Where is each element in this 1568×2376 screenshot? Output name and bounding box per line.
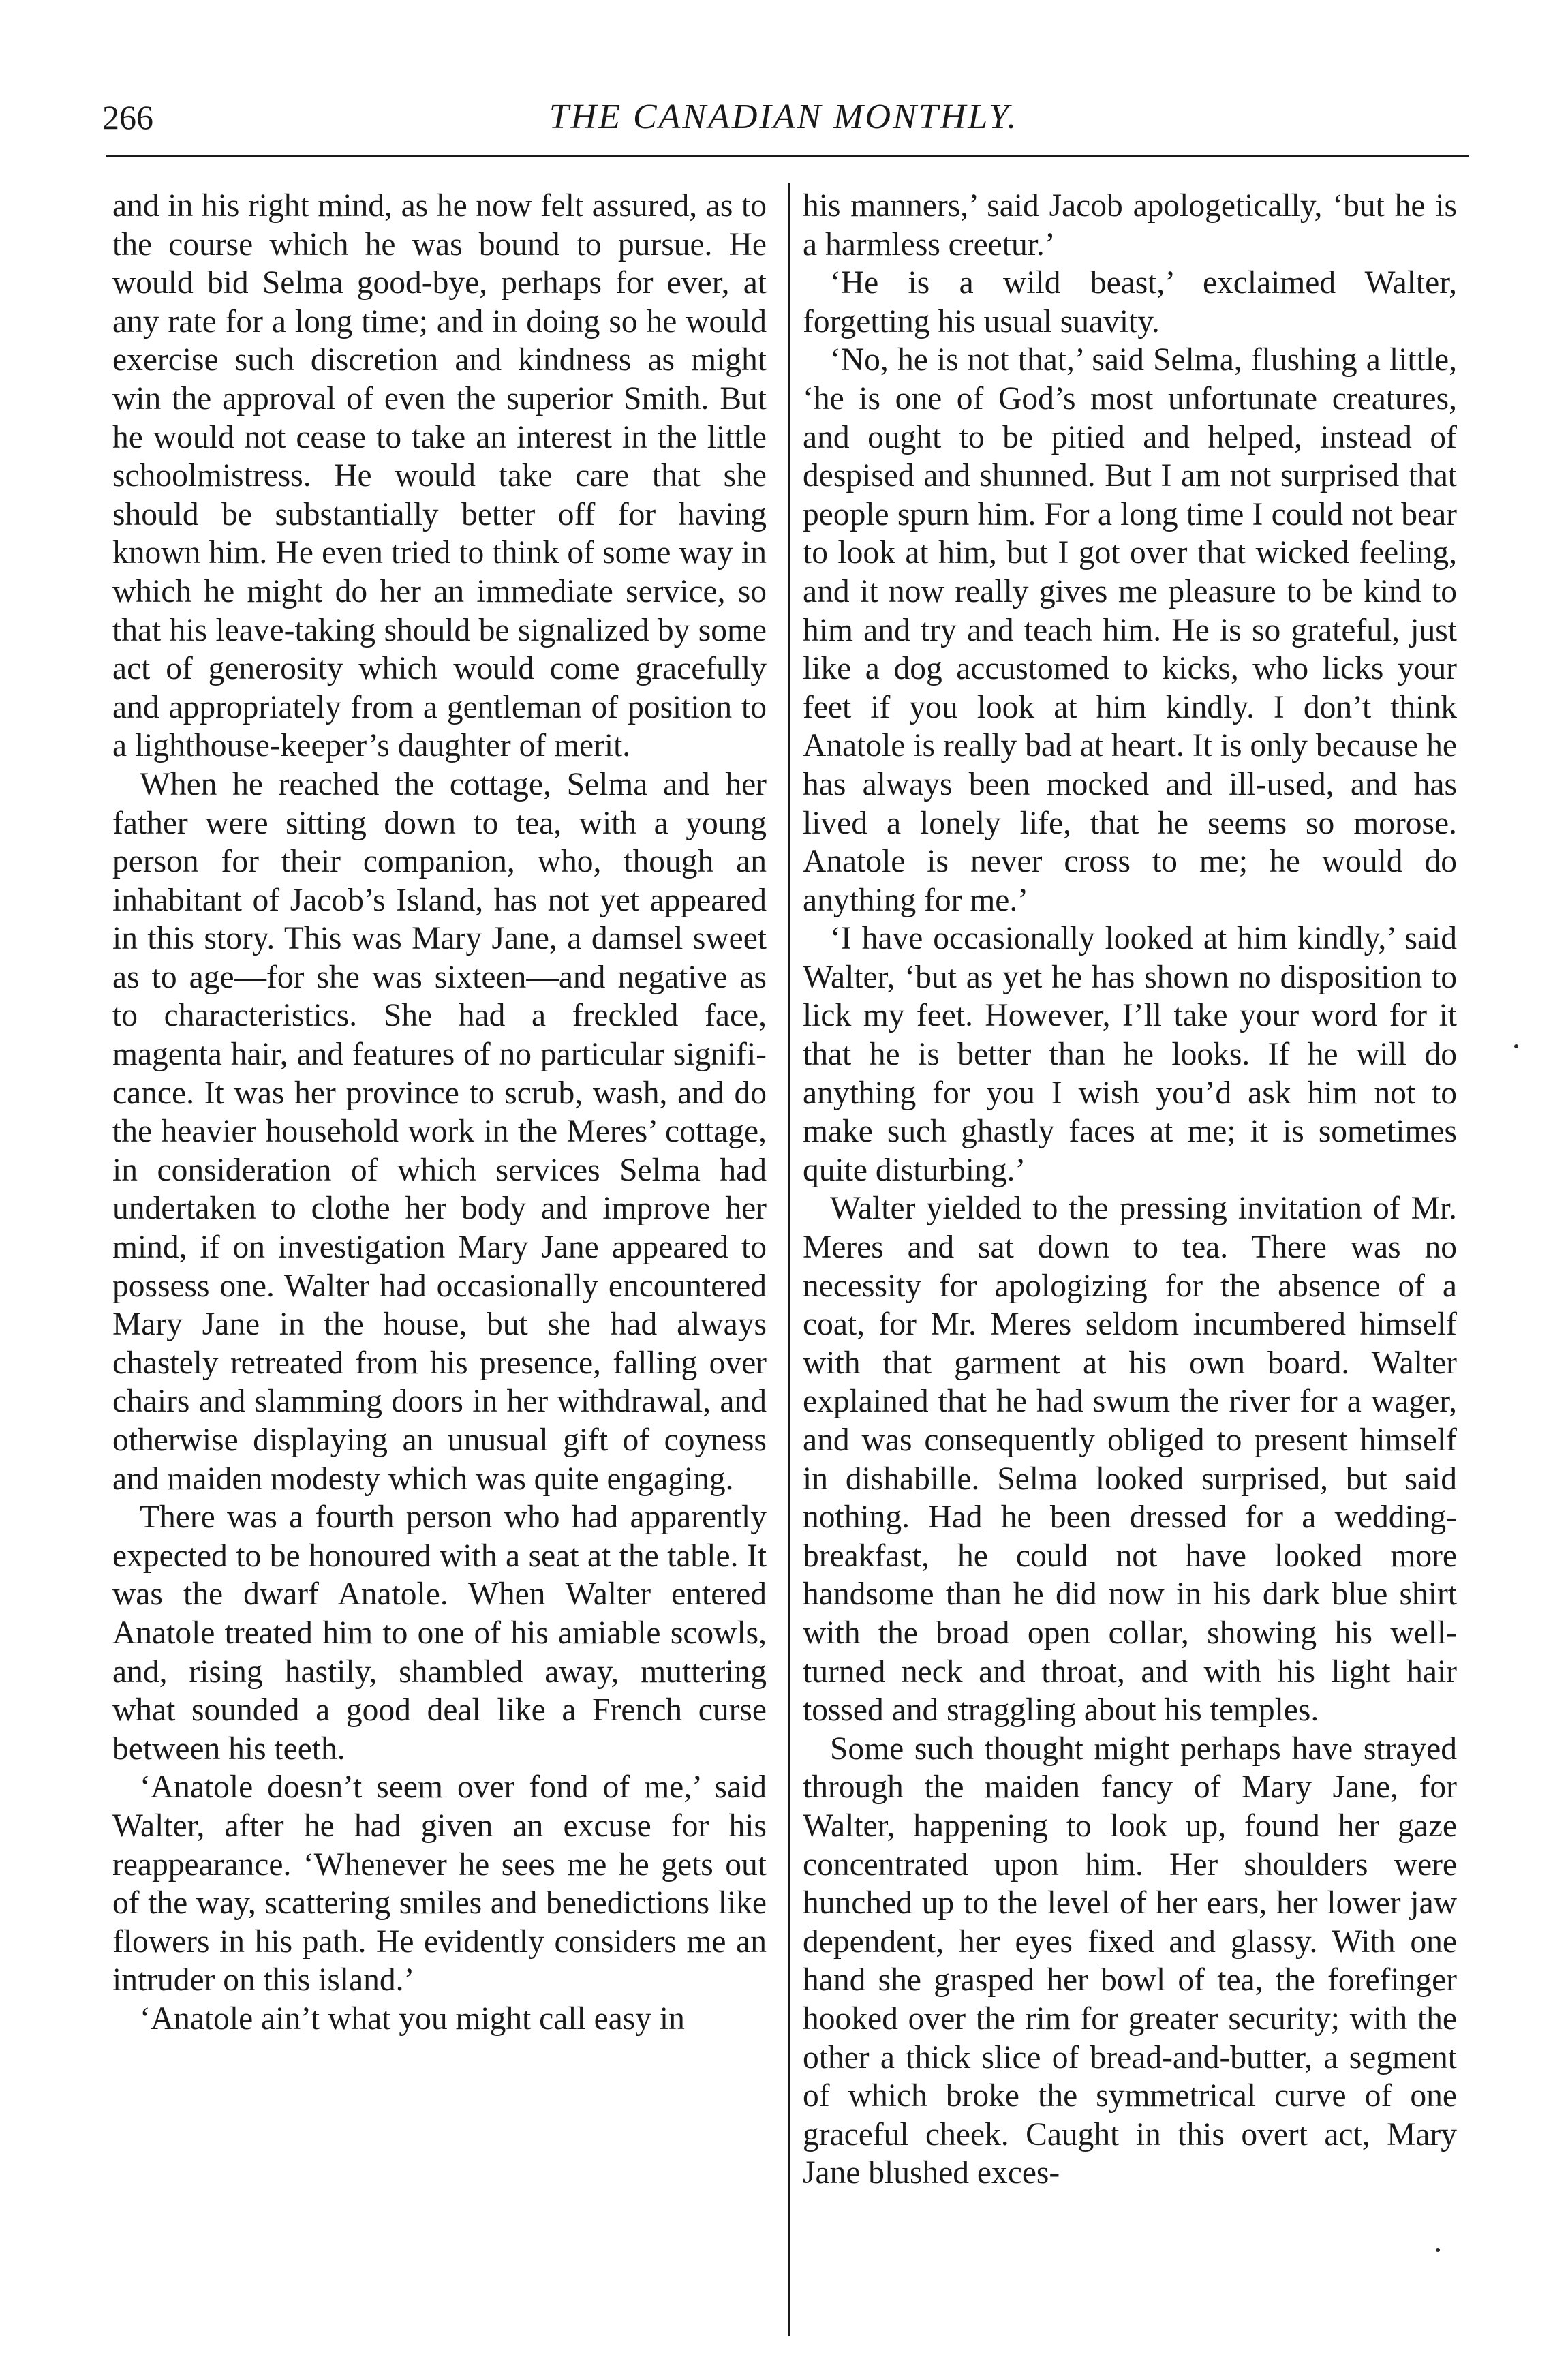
journal-title: THE CANADIAN MONTHLY. [549, 97, 1019, 136]
header-rule [106, 155, 1469, 157]
left-column [112, 187, 767, 2039]
paragraph: ‘Anatole ain’t what you might call easy in [140, 2000, 685, 2037]
paragraph: There was a fourth person who had apparently expected to be honoured with a seat at the table. It was the dwarf Anatole. When Walter entered Anatole treated him to one of his amiable scowls, and, rising hastily, shambled away, muttering what sounded a good deal like a French curse between his teeth. [112, 1499, 767, 1767]
paragraph: ‘No, he is not that,’ said Selma, flushing a little, ‘he is one of God’s most unfortunate creatures, and ought to be pitied and helped, instead of despised and shunned. But I am not surprised that people spurn him. For a long time I could not bear to look at him, but I got over that wicked feeling, and it now really gives me pleasure to be kind to him and try and teach him. He is so grateful, just like a dog accustomed to kicks, who licks your feet if you look at him kindly. I don’t think Anatole is really bad at heart. It is only because he has always been mocked and ill-used, and has lived a lonely life, that he seems so morose. Anatole is never cross to me; he would do anything for me.’ [803, 342, 1457, 918]
paragraph: ‘Anatole doesn’t seem over fond of me,’ said Walter, after he had given an excuse for his reappearance. ‘Whenever he sees me he gets out of the way, scattering smiles and benedictions like flowers in his path. He evidently considers me an intruder on this island.’ [112, 1769, 767, 1998]
paragraph: Walter yielded to the pressing invitation of Mr. Meres and sat down to tea. There was no necessity for apologizing for the absence of a coat, for Mr. Meres seldom incumbered himself with that garment at his own board. Walter explained that he had swum the river for a wager, and was consequently obliged to present himself in dishabille. Selma looked surprised, but said nothing. Had he been dressed for a wedding-breakfast, he could not have looked more handsome than he did now in his dark blue shirt with the broad open collar, showing his well-turned neck and throat, and with his light hair tossed and straggling about his temples. [803, 1191, 1457, 1728]
print-speck [1436, 2248, 1440, 2252]
paragraph: Some such thought might perhaps have strayed through the maiden fancy of Mary Jane, for Walter, happening to look up, found her gaze concentrated upon him. Her shoulders were hunched up to the level of her ears, her lower jaw dependent, her eyes fixed and glassy. With one hand she grasped her bowl of tea, the forefinger hooked over the rim for greater security; with the other a thick slice of bread-and-butter, a segment of which broke the symmetrical curve of one graceful cheek. Caught in this overt act, Mary Jane blushed exces- [803, 1731, 1457, 2191]
paragraph: ‘He is a wild beast,’ exclaimed Walter, forgetting his usual suavity. [803, 265, 1457, 339]
running-head [102, 90, 1465, 144]
paragraph: When he reached the cottage, Selma and her father were sitting down to tea, with a young person for their companion, who, though an inhabitant of Jacob’s Island, has not yet appeared in this story. This was Mary Jane, a damsel sweet as to age—for she was sixteen—and negative as to characteristics. She had a freckled face, magenta hair, and features of no particular significance. It was her province to scrub, wash, and do the heavier household work in the Meres’ cottage, in consideration of which services Selma had undertaken to clothe her body and improve her mind, if on investigation Mary Jane appeared to possess one. Walter had occasionally encountered Mary Jane in the house, but she had always chastely retreated from his presence, falling over chairs and slamming doors in her withdrawal, and otherwise displaying an unusual gift of coyness and maiden modesty which was quite engaging. [112, 766, 767, 1497]
paragraph: ‘I have occasionally looked at him kindly,’ said Walter, ‘but as yet he has shown no disposition to lick my feet. However, I’ll take your word for it that he is better than he looks. If he will do anything for you I wish you’d ask him not to make such ghastly faces at me; it is sometimes quite disturbing.’ [803, 921, 1457, 1188]
print-speck [1514, 1044, 1518, 1048]
column-divider [788, 183, 790, 2336]
right-column [803, 187, 1457, 2193]
paragraph: and in his right mind, as he now felt assured, as to the course which he was bound to pursue. He would bid Selma good-bye, perhaps for ever, at any rate for a long time; and in doing so he would exercise such discretion and kindness as might win the approval of even the superior Smith. But he would not cease to take an interest in the little schoolmistress. He would take care that she should be substantially better off for having known him. He even tried to think of some way in which he might do her an immediate service, so that his leave-taking should be signalized by some act of generosity which would come gracefully and appropriately from a gentleman of position to a lighthouse-keeper’s daughter of merit. [112, 188, 767, 764]
page-number: 266 [102, 98, 153, 136]
paragraph: his manners,’ said Jacob apologetically, ‘but he is a harmless creetur.’ [803, 188, 1457, 262]
